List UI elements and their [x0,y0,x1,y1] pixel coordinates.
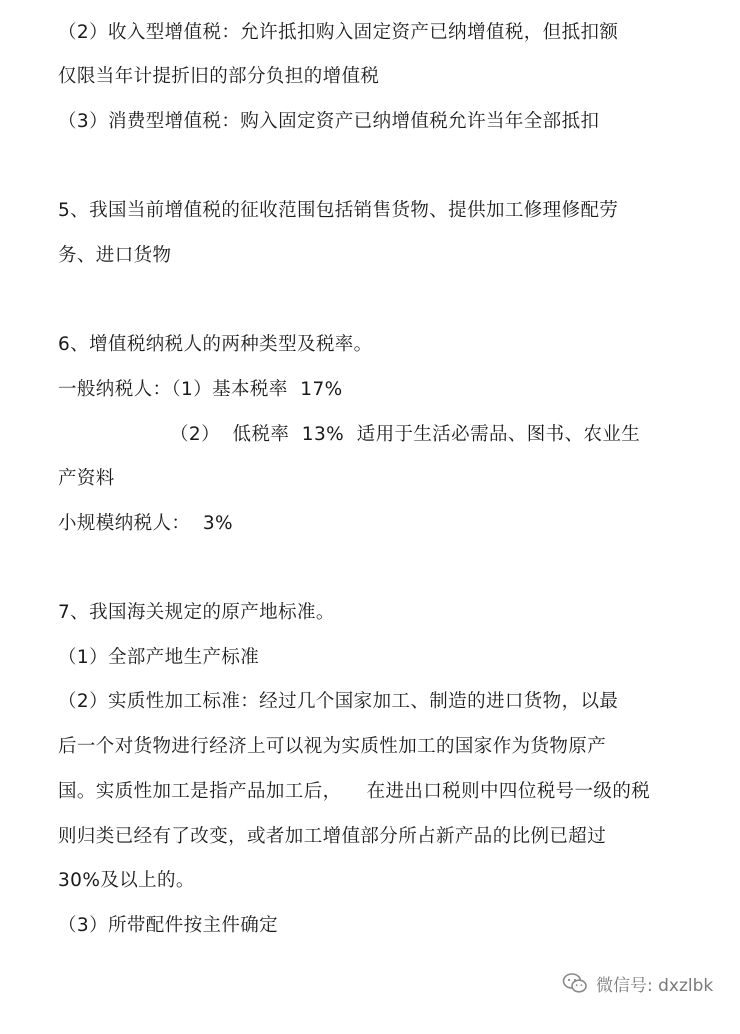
text-line-8: （2） 低税率 13% 适用于生活必需品、图书、农业生 [170,424,641,445]
watermark-text: 微信号: dxzlbk [596,975,714,996]
wechat-icon [562,932,588,1034]
text-line-4: 5、我国当前增值税的征收范围包括销售货物、提供加工修理修配劳 [58,200,619,221]
text-line-12: （1）全部产地生产标准 [58,647,260,668]
text-line-9: 产资料 [58,468,115,489]
text-line-1: （2）收入型增值税：允许抵扣购入固定资产已纳增值税，但抵扣额 [58,22,619,43]
text-line-15: 国。实质性加工是指产品加工后， 在进出口税则中四位税号一级的税 [58,781,651,802]
text-line-16: 则归类已经有了改变，或者加工增值部分所占新产品的比例已超过 [58,826,607,847]
text-line-6: 6、增值税纳税人的两种类型及税率。 [58,334,373,355]
text-line-2: 仅限当年计提折旧的部分负担的增值税 [58,66,380,87]
text-line-3: （3）消费型增值税：购入固定资产已纳增值税允许当年全部抵扣 [58,111,600,132]
text-line-11: 7、我国海关规定的原产地标准。 [58,602,335,623]
text-line-5: 务、进口货物 [58,245,172,266]
text-line-10: 小规模纳税人： 3% [58,513,234,534]
text-line-14: 后一个对货物进行经济上可以视为实质性加工的国家作为货物原产 [58,736,607,757]
text-line-17: 30%及以上的。 [58,870,195,891]
text-line-18: （3）所带配件按主件确定 [58,915,279,936]
watermark [562,970,713,996]
text-line-13: （2）实质性加工标准：经过几个国家加工、制造的进口货物，以最 [58,691,619,712]
text-line-7: 一般纳税人：（1）基本税率 17% [58,379,343,400]
